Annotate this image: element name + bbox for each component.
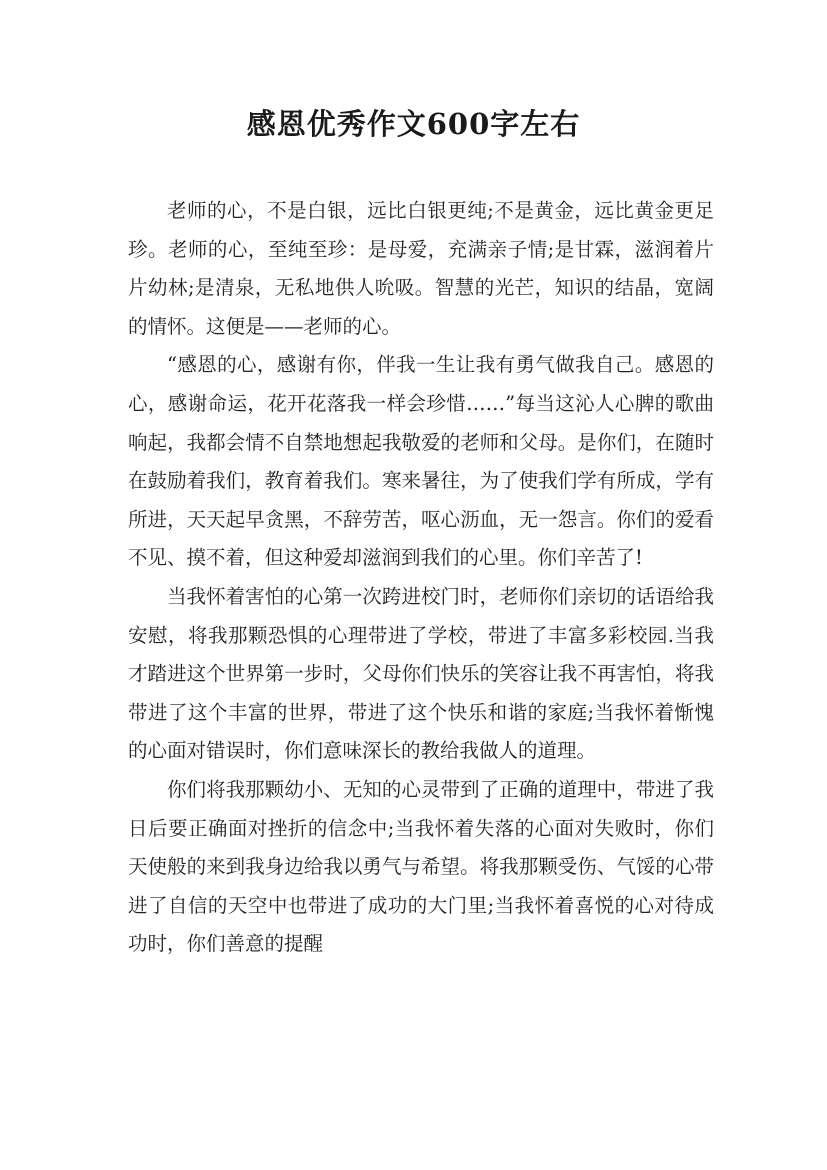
paragraph-2: “感恩的心，感谢有你，伴我一生让我有勇气做我自己。感恩的心，感谢命运，花开花落我一样会珍惜……”每当这沁人心脾的歌曲响起，我都会情不自禁地想起我敬爱的老师和父母。是你们，在随时在鼓励着我们，教育着我们。寒来暑往，为了使我们学有所成，学有所进，天天起早贪黑，不辞劳苦，呕心沥血，无一怨言。你们的爱看不见、摸不着，但这种爱却滋润到我们的心里。你们辛苦了! xyxy=(128,353,714,570)
document-body xyxy=(128,192,714,964)
document-title: 感恩优秀作文600字左右 xyxy=(246,107,581,141)
paragraph-1: 老师的心，不是白银，远比白银更纯;不是黄金，远比黄金更足珍。老师的心，至纯至珍：是母爱，充满亲子情;是甘霖，滋润着片片幼林;是清泉，无私地供人吮吸。智慧的光芒，知识的结晶，宽阔的情怀。这便是——老师的心。 xyxy=(128,199,714,338)
paragraph-3: 当我怀着害怕的心第一次跨进校门时，老师你们亲切的话语给我安慰，将我那颗恐惧的心理带进了学校，带进了丰富多彩校园.当我才踏进这个世界第一步时，父母你们快乐的笑容让我不再害怕，将我带进了这个丰富的世界，带进了这个快乐和谐的家庭;当我怀着惭愧的心面对错误时，你们意味深长的教给我做人的道理。 xyxy=(128,584,714,763)
paragraph-4: 你们将我那颗幼小、无知的心灵带到了正确的道理中，带进了我日后要正确面对挫折的信念中;当我怀着失落的心面对失败时，你们天使般的来到我身边给我以勇气与希望。将我那颗受伤、气馁的心带进了自信的天空中也带进了成功的大门里;当我怀着喜悦的心对待成功时，你们善意的提醒 xyxy=(128,777,714,956)
